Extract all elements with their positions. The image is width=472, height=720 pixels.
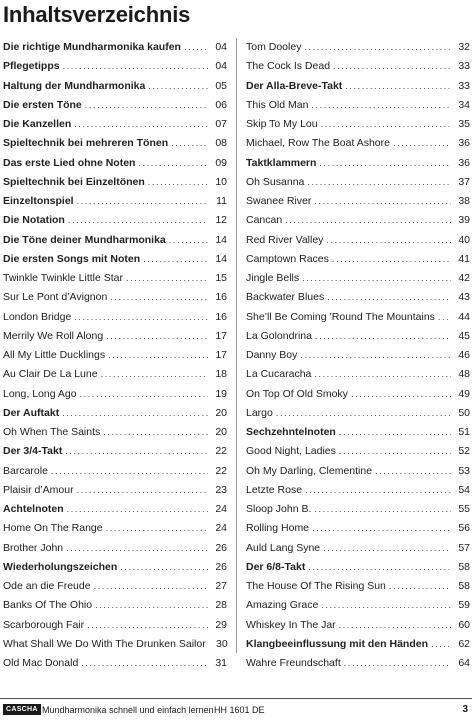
toc-entry — [246, 577, 470, 596]
toc-entry-title: Der Auftakt — [3, 406, 60, 419]
toc-entry-title: Sur Le Pont d’Avignon — [3, 291, 108, 304]
toc-entry-title: The House Of The Rising Sun — [246, 580, 386, 592]
toc-dot-leader — [103, 423, 208, 442]
toc-entry — [246, 500, 470, 519]
toc-entry-page: 49 — [458, 387, 470, 400]
toc-entry — [3, 346, 227, 365]
toc-entry-page: 19 — [215, 387, 227, 400]
toc-dot-leader — [302, 269, 451, 288]
page-footer — [0, 701, 472, 719]
toc-entry-page: 17 — [215, 349, 227, 361]
toc-entry-page: 10 — [215, 175, 227, 188]
toc-entry-page: 41 — [458, 252, 470, 265]
toc-entry-title: Der 6/8-Takt — [246, 560, 306, 573]
toc-entry — [246, 385, 470, 404]
toc-entry-title: Largo — [246, 406, 273, 419]
toc-entry-title: Danny Boy — [246, 349, 298, 361]
toc-entry-title: Twinkle Twinkle Little Star — [3, 272, 124, 284]
toc-dot-leader — [300, 346, 451, 365]
page-title: Inhaltsverzeichnis — [3, 2, 191, 27]
toc-entry-page: 64 — [458, 657, 470, 669]
toc-entry-page: 20 — [215, 406, 227, 419]
toc-entry-page: 09 — [215, 156, 227, 169]
toc-entry — [246, 192, 470, 211]
toc-entry-title: Tom Dooley — [246, 41, 302, 53]
toc-entry-page: 46 — [458, 349, 470, 361]
toc-entry — [3, 385, 227, 404]
toc-entry — [246, 38, 470, 57]
column-divider — [236, 38, 237, 653]
toc-entry-page: 45 — [458, 329, 470, 342]
toc-entry-title: Taktklammern — [246, 156, 317, 169]
toc-entry — [246, 308, 470, 327]
toc-dot-leader — [74, 308, 208, 327]
toc-entry-title: The Cock Is Dead — [246, 60, 331, 73]
toc-entry-title: Cancan — [246, 214, 283, 227]
toc-dot-leader — [307, 173, 451, 192]
toc-entry — [3, 462, 227, 481]
toc-entry-page: 12 — [215, 214, 227, 227]
toc-entry — [246, 654, 470, 673]
toc-entry-page: 26 — [215, 560, 227, 573]
toc-dot-leader — [62, 404, 208, 423]
toc-entry — [246, 211, 470, 230]
toc-entry-title: Brother John — [3, 541, 64, 554]
toc-entry — [3, 77, 227, 96]
toc-entry-title: Auld Lang Syne — [246, 541, 321, 554]
toc-entry-title: Ode an die Freude — [3, 580, 91, 592]
toc-entry-page: 24 — [215, 503, 227, 515]
toc-entry-page: 33 — [458, 60, 470, 73]
toc-entry — [3, 635, 227, 654]
toc-dot-leader — [314, 192, 451, 211]
toc-entry-page: 58 — [458, 560, 470, 573]
toc-entry-page: 50 — [458, 406, 470, 419]
toc-entry-title: Letzte Rose — [246, 483, 303, 496]
toc-entry-title: Achtelnoten — [3, 503, 64, 515]
toc-dot-leader — [339, 423, 451, 442]
toc-dot-leader — [326, 231, 451, 250]
footer-rule — [0, 698, 472, 699]
toc-dot-leader — [120, 558, 208, 577]
toc-entry-title: Haltung der Mundharmonika — [3, 79, 146, 92]
toc-dot-leader — [431, 635, 451, 654]
toc-entry-page: 33 — [458, 79, 470, 92]
toc-dot-leader — [332, 250, 451, 269]
toc-entry — [3, 308, 227, 327]
toc-entry-title: Swanee River — [246, 195, 312, 207]
toc-entry-title: Die ersten Töne — [3, 98, 82, 111]
toc-entry-title: Good Night, Ladies — [246, 445, 336, 458]
toc-dot-leader — [321, 596, 451, 615]
toc-entry — [246, 96, 470, 115]
toc-entry — [246, 250, 470, 269]
toc-entry-title: Sechzehntelnoten — [246, 426, 336, 438]
toc-dot-leader — [285, 211, 451, 230]
toc-entry — [3, 365, 227, 384]
toc-entry-title: Camptown Races — [246, 252, 329, 265]
toc-entry-title: This Old Man — [246, 98, 309, 111]
toc-entry — [3, 250, 227, 269]
toc-entry-page: 14 — [215, 252, 227, 265]
toc-entry — [3, 596, 227, 615]
toc-dot-leader — [311, 96, 451, 115]
toc-entry — [246, 481, 470, 500]
toc-dot-leader — [314, 500, 451, 519]
toc-dot-leader — [77, 192, 208, 211]
toc-entry-title: Der 3/4-Takt — [3, 445, 63, 458]
toc-entry-page: 11 — [216, 195, 227, 207]
toc-entry-page: 36 — [458, 137, 470, 150]
toc-dot-leader — [169, 231, 208, 250]
toc-entry — [3, 154, 227, 173]
toc-entry — [3, 96, 227, 115]
toc-entry-title: Die Kanzellen — [3, 118, 72, 130]
toc-entry-title: Klangbeeinflussung mit den Händen — [246, 637, 429, 650]
toc-dot-leader — [344, 654, 451, 673]
toc-dot-leader — [333, 57, 451, 76]
toc-entry-page: 23 — [215, 483, 227, 496]
toc-entry-page: 16 — [215, 310, 227, 323]
toc-dot-leader — [87, 616, 208, 635]
toc-entry-page: 44 — [458, 310, 470, 323]
toc-dot-leader — [74, 115, 208, 134]
toc-entry — [3, 519, 227, 538]
toc-entry-page: 58 — [458, 580, 470, 592]
toc-entry-page: 17 — [215, 329, 227, 342]
toc-entry-title: Jingle Bells — [246, 272, 300, 284]
toc-entry-title: Merrily We Roll Along — [3, 329, 104, 342]
toc-entry-title: Backwater Blues — [246, 291, 325, 304]
toc-dot-leader — [67, 500, 208, 519]
toc-dot-leader — [95, 596, 208, 615]
toc-entry — [246, 77, 470, 96]
toc-dot-leader — [375, 462, 451, 481]
toc-entry-page: 53 — [458, 464, 470, 477]
toc-entry-title: La Cucaracha — [246, 368, 312, 381]
toc-dot-leader — [68, 211, 208, 230]
toc-entry-page: 51 — [458, 426, 470, 438]
toc-entry-page: 43 — [458, 291, 470, 304]
toc-entry-page: 59 — [458, 599, 470, 612]
toc-dot-leader — [339, 442, 451, 461]
toc-dot-leader — [138, 154, 208, 173]
toc-dot-leader — [321, 115, 451, 134]
toc-entry-page: 60 — [458, 618, 470, 631]
toc-entry-title: Rolling Home — [246, 522, 310, 535]
toc-entry-page: 08 — [215, 137, 227, 150]
toc-entry-title: London Bridge — [3, 310, 72, 323]
toc-entry-page: 28 — [215, 599, 227, 612]
toc-dot-leader — [77, 481, 208, 500]
toc-entry-page: 40 — [458, 233, 470, 246]
toc-dot-leader — [143, 250, 208, 269]
toc-entry — [246, 327, 470, 346]
toc-entry-title: Scarborough Fair — [3, 618, 85, 631]
toc-entry-page: 15 — [215, 272, 227, 284]
toc-entry-page: 16 — [215, 291, 227, 304]
toc-entry-page: 06 — [215, 98, 227, 111]
toc-dot-leader — [66, 539, 208, 558]
toc-entry-page: 62 — [458, 637, 470, 650]
toc-entry — [246, 365, 470, 384]
toc-dot-leader — [393, 134, 451, 153]
toc-dot-leader — [308, 558, 451, 577]
toc-dot-leader — [339, 616, 451, 635]
toc-entry — [3, 115, 227, 134]
toc-dot-leader — [276, 404, 451, 423]
toc-entry-title: Sloop John B. — [246, 503, 312, 515]
toc-dot-leader — [85, 96, 208, 115]
toc-entry-page: 05 — [215, 79, 227, 92]
toc-entry-page: 37 — [458, 175, 470, 188]
toc-entry-title: Der Alla-Breve-Takt — [246, 79, 343, 92]
toc-entry — [246, 442, 470, 461]
toc-dot-leader — [312, 519, 451, 538]
toc-entry-title: Pflegetipps — [3, 60, 60, 73]
toc-entry-title: Long, Long Ago — [3, 387, 77, 400]
toc-entry — [3, 616, 227, 635]
toc-dot-leader — [63, 57, 208, 76]
toc-entry — [3, 654, 227, 673]
toc-dot-leader — [101, 365, 208, 384]
toc-entry — [246, 635, 470, 654]
toc-dot-leader — [110, 288, 208, 307]
toc-entry-page: 26 — [215, 541, 227, 554]
toc-entry-page: 34 — [458, 98, 470, 111]
toc-entry-page: 52 — [458, 445, 470, 458]
toc-left-column — [3, 38, 227, 673]
toc-dot-leader — [171, 134, 208, 153]
toc-entry-title: Einzeltonspiel — [3, 195, 74, 207]
toc-entry-title: Die Notation — [3, 214, 65, 227]
toc-entry — [3, 423, 227, 442]
toc-entry-title: Wiederholungszeichen — [3, 560, 118, 573]
toc-entry-title: Old Mac Donald — [3, 657, 79, 669]
toc-entry — [3, 38, 227, 57]
toc-right-column — [246, 38, 470, 673]
toc-entry — [246, 231, 470, 250]
toc-dot-leader — [65, 442, 208, 461]
toc-entry-page: 35 — [458, 118, 470, 130]
toc-dot-leader — [345, 77, 451, 96]
toc-entry-page: 32 — [458, 41, 470, 53]
toc-entry-page: 54 — [458, 483, 470, 496]
toc-entry-title: Red River Valley — [246, 233, 324, 246]
toc-entry — [3, 442, 227, 461]
toc-entry-title: Die Töne deiner Mundharmonika — [3, 233, 166, 246]
toc-entry — [3, 404, 227, 423]
toc-entry-title: Barcarole — [3, 464, 48, 477]
toc-dot-leader — [80, 385, 208, 404]
toc-entry-title: What Shall We Do With The Drunken Sailor — [3, 637, 206, 650]
toc-entry — [246, 269, 470, 288]
toc-entry-page: 39 — [458, 214, 470, 227]
toc-dot-leader — [106, 327, 208, 346]
toc-entry-title: Oh Susanna — [246, 175, 305, 188]
toc-dot-leader — [148, 77, 208, 96]
toc-entry-page: 07 — [215, 118, 227, 130]
toc-dot-leader — [327, 288, 451, 307]
toc-entry — [3, 577, 227, 596]
toc-dot-leader — [314, 365, 451, 384]
toc-entry-page: 29 — [215, 618, 227, 631]
toc-entry-title: Oh When The Saints — [3, 426, 101, 438]
toc-entry-title: Das erste Lied ohne Noten — [3, 156, 136, 169]
toc-entry — [246, 462, 470, 481]
toc-entry — [3, 500, 227, 519]
toc-entry-page: 22 — [215, 445, 227, 458]
toc-entry — [3, 57, 227, 76]
toc-entry-title: Amazing Grace — [246, 599, 319, 612]
toc-entry — [3, 173, 227, 192]
toc-entry-title: Spieltechnik bei mehreren Tönen — [3, 137, 169, 150]
toc-entry-page: 27 — [215, 580, 227, 592]
toc-entry-title: Au Clair De La Lune — [3, 368, 98, 381]
toc-entry — [246, 423, 470, 442]
toc-entry — [246, 154, 470, 173]
toc-entry — [3, 192, 227, 211]
toc-entry-title: Whiskey In The Jar — [246, 618, 336, 631]
toc-dot-leader — [108, 346, 208, 365]
toc-entry-title: Spieltechnik bei Einzeltönen — [3, 175, 145, 188]
footer-catalog-code: HH 1601 DE — [214, 705, 265, 715]
toc-entry-page: 20 — [215, 426, 227, 438]
toc-entry — [3, 327, 227, 346]
toc-entry-title: La Golondrina — [246, 329, 312, 342]
toc-dot-leader — [438, 308, 451, 327]
toc-entry-page: 31 — [215, 657, 227, 669]
toc-entry-title: She’ll Be Coming ’Round The Mountains — [246, 310, 435, 323]
toc-dot-leader — [304, 38, 451, 57]
toc-entry — [3, 211, 227, 230]
toc-entry — [3, 288, 227, 307]
toc-entry-page: 22 — [215, 464, 227, 477]
toc-entry-title: Oh My Darling, Clementine — [246, 464, 373, 477]
toc-entry-page: 04 — [215, 41, 227, 53]
toc-entry — [246, 288, 470, 307]
toc-entry-page: 42 — [458, 272, 470, 284]
toc-dot-leader — [94, 577, 208, 596]
toc-entry-page: 18 — [215, 368, 227, 381]
publisher-logo: CASCHA — [3, 704, 41, 715]
toc-dot-leader — [126, 269, 208, 288]
toc-entry-title: Plaisir d’Amour — [3, 483, 74, 496]
toc-dot-leader — [319, 154, 451, 173]
toc-entry-page: 55 — [458, 503, 470, 515]
toc-entry — [3, 481, 227, 500]
toc-entry-title: Wahre Freundschaft — [246, 657, 341, 669]
toc-entry — [246, 519, 470, 538]
footer-book-title: Mundharmonika schnell und einfach lernen — [42, 705, 214, 715]
toc-entry-title: All My Little Ducklings — [3, 349, 106, 361]
toc-dot-leader — [148, 173, 208, 192]
toc-entry-page: 14 — [215, 233, 227, 246]
toc-entry-title: Banks Of The Ohio — [3, 599, 93, 612]
toc-entry-title: Die ersten Songs mit Noten — [3, 252, 141, 265]
toc-dot-leader — [184, 38, 208, 57]
toc-entry — [246, 596, 470, 615]
toc-dot-leader — [389, 577, 451, 596]
toc-entry — [246, 134, 470, 153]
toc-dot-leader — [305, 481, 451, 500]
toc-entry — [246, 404, 470, 423]
toc-entry — [3, 134, 227, 153]
toc-entry-title: On Top Of Old Smoky — [246, 387, 348, 400]
page-number: 3 — [462, 704, 468, 715]
toc-entry — [246, 173, 470, 192]
toc-dot-leader — [51, 462, 208, 481]
toc-entry-page: 57 — [458, 541, 470, 554]
toc-entry-title: Die richtige Mundharmonika kaufen — [3, 41, 181, 53]
toc-entry-page: 24 — [215, 522, 227, 535]
toc-entry — [246, 539, 470, 558]
toc-entry-page: 56 — [458, 522, 470, 535]
toc-dot-leader — [106, 519, 208, 538]
toc-entry-title: Skip To My Lou — [246, 118, 318, 130]
toc-entry — [3, 539, 227, 558]
toc-entry-page: 36 — [458, 156, 470, 169]
toc-entry — [246, 57, 470, 76]
toc-entry-title: Home On The Range — [3, 522, 103, 535]
toc-entry-page: 38 — [458, 195, 470, 207]
toc-dot-leader — [323, 539, 451, 558]
toc-dot-leader — [351, 385, 451, 404]
toc-dot-leader — [81, 654, 208, 673]
toc-dot-leader — [315, 327, 451, 346]
toc-entry — [3, 558, 227, 577]
toc-entry-title: Michael, Row The Boat Ashore — [246, 137, 390, 150]
toc-entry-page: 48 — [458, 368, 470, 381]
toc-entry-page: 04 — [215, 60, 227, 73]
toc-entry — [246, 558, 470, 577]
toc-entry-page: 30 — [216, 637, 228, 650]
toc-entry — [246, 115, 470, 134]
toc-entry — [246, 346, 470, 365]
toc-entry — [3, 231, 227, 250]
toc-entry — [3, 269, 227, 288]
toc-entry — [246, 616, 470, 635]
